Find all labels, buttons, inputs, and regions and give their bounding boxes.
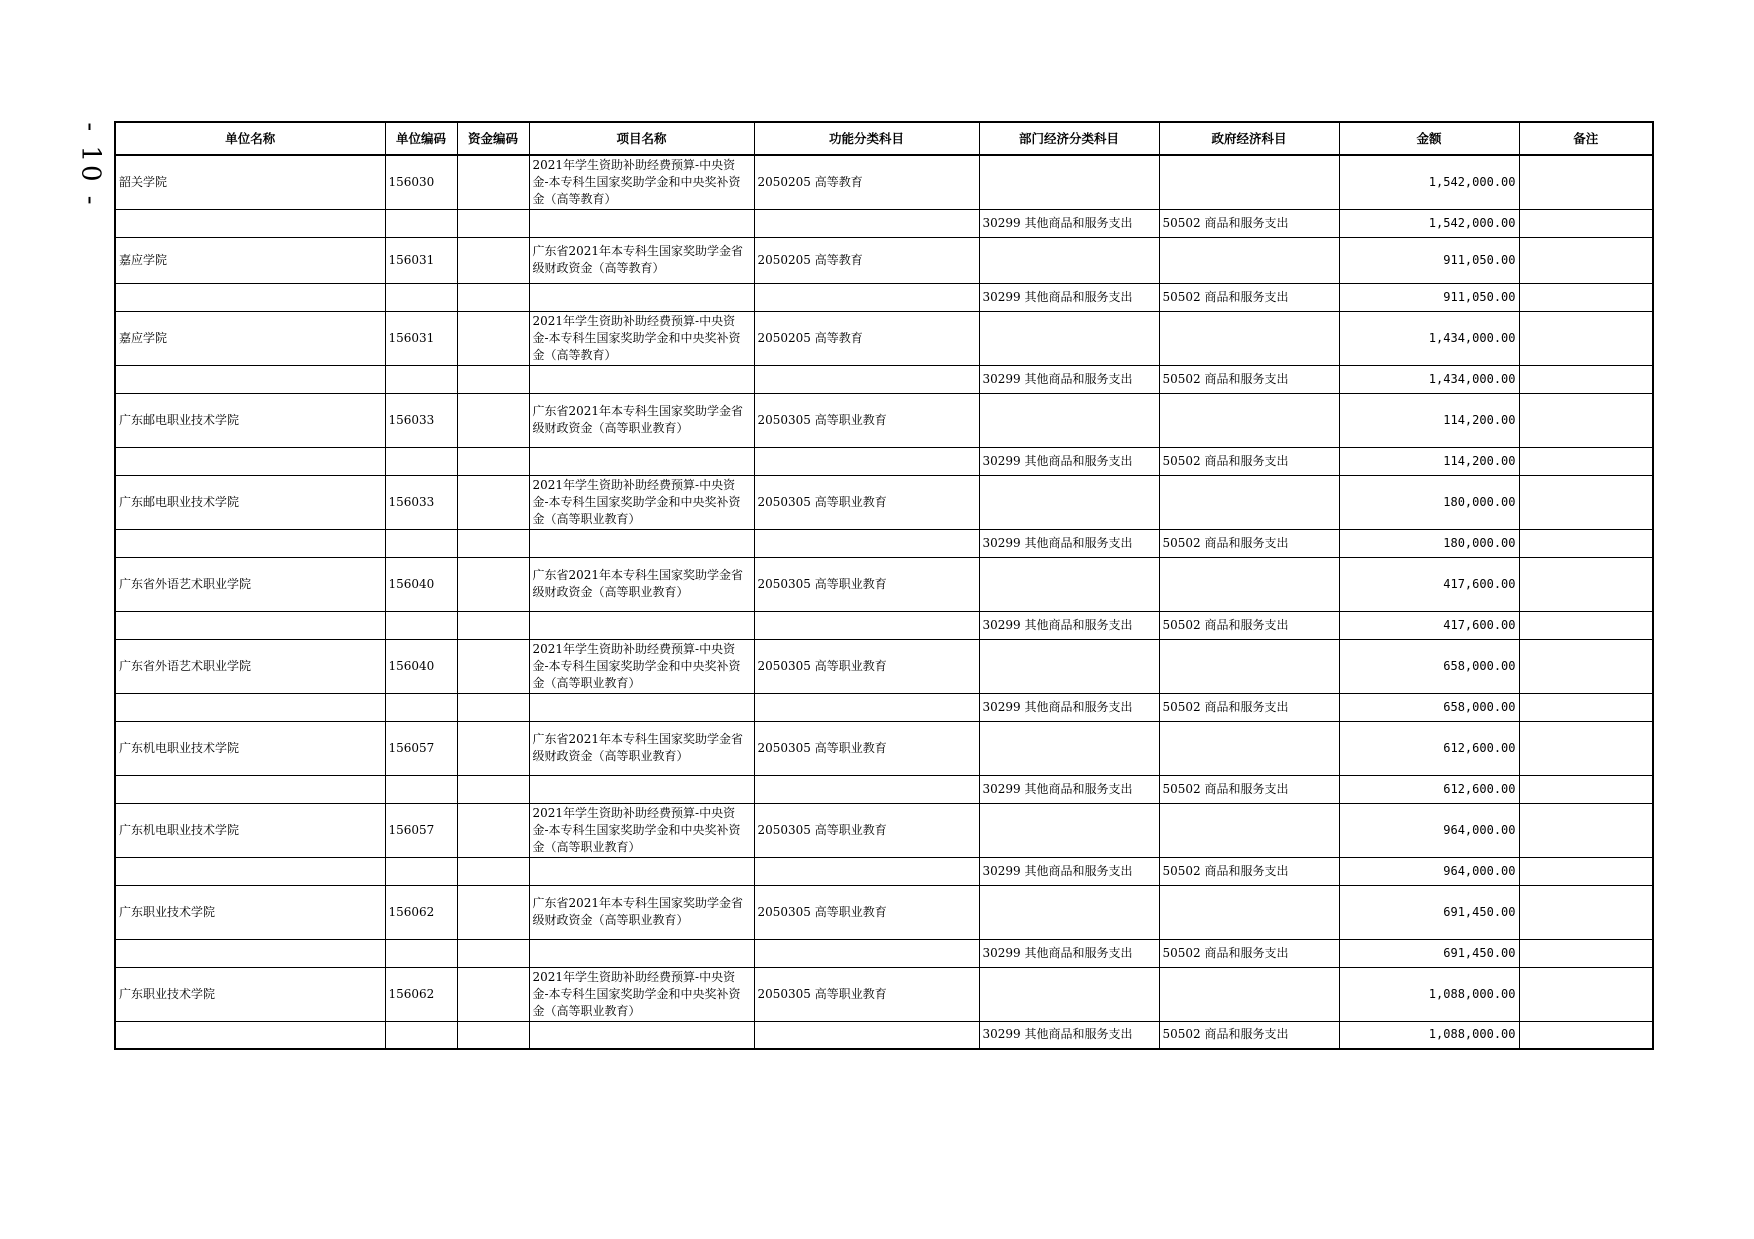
unit-code-cell — [385, 1021, 457, 1049]
table-row — [115, 967, 1653, 1021]
dept-economic-category-cell: 30299 其他商品和服务支出 — [979, 365, 1159, 393]
amount-cell: 691,450.00 — [1339, 939, 1519, 967]
remark-cell — [1519, 529, 1653, 557]
amount-cell: 658,000.00 — [1339, 639, 1519, 693]
header-unit-name: 单位名称 — [115, 122, 385, 155]
header-project-name: 项目名称 — [529, 122, 754, 155]
header-dept-economic-category: 部门经济分类科目 — [979, 122, 1159, 155]
project-name-cell: 2021年学生资助补助经费预算-中央资金-本专科生国家奖助学金和中央奖补资金（高等职业教育） — [529, 639, 754, 693]
dept-economic-category-cell: 30299 其他商品和服务支出 — [979, 283, 1159, 311]
function-category-cell: 2050205 高等教育 — [754, 311, 979, 365]
dept-economic-category-cell: 30299 其他商品和服务支出 — [979, 693, 1159, 721]
function-category-cell: 2050305 高等职业教育 — [754, 639, 979, 693]
remark-cell — [1519, 311, 1653, 365]
table-body — [115, 155, 1653, 1049]
gov-economic-category-cell — [1159, 557, 1339, 611]
unit-name-cell — [115, 447, 385, 475]
dept-economic-category-cell — [979, 475, 1159, 529]
table-row — [115, 885, 1653, 939]
remark-cell — [1519, 721, 1653, 775]
unit-code-cell — [385, 939, 457, 967]
remark-cell — [1519, 209, 1653, 237]
dept-economic-category-cell: 30299 其他商品和服务支出 — [979, 611, 1159, 639]
unit-code-cell — [385, 775, 457, 803]
header-unit-code: 单位编码 — [385, 122, 457, 155]
unit-code-cell: 156040 — [385, 639, 457, 693]
dept-economic-category-cell — [979, 803, 1159, 857]
table-row — [115, 155, 1653, 209]
project-name-cell: 广东省2021年本专科生国家奖助学金省级财政资金（高等职业教育） — [529, 557, 754, 611]
unit-code-cell — [385, 857, 457, 885]
project-name-cell: 2021年学生资助补助经费预算-中央资金-本专科生国家奖助学金和中央奖补资金（高等职业教育） — [529, 475, 754, 529]
remark-cell — [1519, 857, 1653, 885]
amount-cell: 1,542,000.00 — [1339, 155, 1519, 209]
fund-code-cell — [457, 447, 529, 475]
function-category-cell — [754, 209, 979, 237]
remark-cell — [1519, 237, 1653, 283]
page-number-text: - 10 - — [76, 122, 106, 208]
function-category-cell — [754, 283, 979, 311]
unit-name-cell: 广东职业技术学院 — [115, 885, 385, 939]
fund-code-cell — [457, 857, 529, 885]
fund-code-cell — [457, 283, 529, 311]
dept-economic-category-cell — [979, 557, 1159, 611]
project-name-cell — [529, 529, 754, 557]
table-row — [115, 447, 1653, 475]
fund-code-cell — [457, 393, 529, 447]
dept-economic-category-cell — [979, 393, 1159, 447]
fund-code-cell — [457, 365, 529, 393]
amount-cell: 964,000.00 — [1339, 857, 1519, 885]
table-row — [115, 237, 1653, 283]
remark-cell — [1519, 885, 1653, 939]
amount-cell: 114,200.00 — [1339, 447, 1519, 475]
unit-name-cell — [115, 529, 385, 557]
function-category-cell — [754, 447, 979, 475]
unit-code-cell: 156031 — [385, 311, 457, 365]
project-name-cell — [529, 939, 754, 967]
unit-code-cell: 156033 — [385, 393, 457, 447]
remark-cell — [1519, 639, 1653, 693]
gov-economic-category-cell — [1159, 803, 1339, 857]
function-category-cell: 2050305 高等职业教育 — [754, 557, 979, 611]
function-category-cell: 2050205 高等教育 — [754, 155, 979, 209]
table-row — [115, 365, 1653, 393]
remark-cell — [1519, 447, 1653, 475]
project-name-cell — [529, 447, 754, 475]
remark-cell — [1519, 393, 1653, 447]
gov-economic-category-cell: 50502 商品和服务支出 — [1159, 529, 1339, 557]
remark-cell — [1519, 693, 1653, 721]
fund-code-cell — [457, 803, 529, 857]
amount-cell: 691,450.00 — [1339, 885, 1519, 939]
unit-name-cell: 嘉应学院 — [115, 311, 385, 365]
gov-economic-category-cell: 50502 商品和服务支出 — [1159, 775, 1339, 803]
gov-economic-category-cell: 50502 商品和服务支出 — [1159, 1021, 1339, 1049]
table-row — [115, 639, 1653, 693]
amount-cell: 417,600.00 — [1339, 611, 1519, 639]
table-row — [115, 803, 1653, 857]
unit-name-cell: 广东职业技术学院 — [115, 967, 385, 1021]
gov-economic-category-cell — [1159, 721, 1339, 775]
table-row — [115, 475, 1653, 529]
remark-cell — [1519, 803, 1653, 857]
fund-code-cell — [457, 693, 529, 721]
function-category-cell — [754, 775, 979, 803]
project-name-cell: 2021年学生资助补助经费预算-中央资金-本专科生国家奖助学金和中央奖补资金（高等职业教育） — [529, 803, 754, 857]
amount-cell: 180,000.00 — [1339, 529, 1519, 557]
remark-cell — [1519, 365, 1653, 393]
remark-cell — [1519, 283, 1653, 311]
unit-name-cell: 广东省外语艺术职业学院 — [115, 557, 385, 611]
project-name-cell — [529, 693, 754, 721]
unit-code-cell: 156057 — [385, 721, 457, 775]
gov-economic-category-cell: 50502 商品和服务支出 — [1159, 693, 1339, 721]
fund-code-cell — [457, 967, 529, 1021]
project-name-cell — [529, 1021, 754, 1049]
function-category-cell — [754, 529, 979, 557]
amount-cell: 964,000.00 — [1339, 803, 1519, 857]
unit-code-cell — [385, 693, 457, 721]
unit-name-cell: 广东邮电职业技术学院 — [115, 475, 385, 529]
dept-economic-category-cell: 30299 其他商品和服务支出 — [979, 447, 1159, 475]
unit-code-cell — [385, 611, 457, 639]
project-name-cell — [529, 365, 754, 393]
amount-cell: 612,600.00 — [1339, 721, 1519, 775]
project-name-cell: 广东省2021年本专科生国家奖助学金省级财政资金（高等职业教育） — [529, 885, 754, 939]
remark-cell — [1519, 557, 1653, 611]
function-category-cell — [754, 693, 979, 721]
fund-code-cell — [457, 611, 529, 639]
function-category-cell: 2050305 高等职业教育 — [754, 475, 979, 529]
unit-name-cell — [115, 209, 385, 237]
unit-code-cell: 156031 — [385, 237, 457, 283]
function-category-cell: 2050305 高等职业教育 — [754, 885, 979, 939]
unit-name-cell: 广东邮电职业技术学院 — [115, 393, 385, 447]
fund-code-cell — [457, 237, 529, 283]
function-category-cell: 2050305 高等职业教育 — [754, 721, 979, 775]
unit-name-cell: 广东省外语艺术职业学院 — [115, 639, 385, 693]
budget-table — [114, 121, 1654, 1050]
table-row — [115, 311, 1653, 365]
gov-economic-category-cell — [1159, 639, 1339, 693]
dept-economic-category-cell: 30299 其他商品和服务支出 — [979, 775, 1159, 803]
unit-name-cell — [115, 283, 385, 311]
unit-name-cell — [115, 775, 385, 803]
remark-cell — [1519, 775, 1653, 803]
dept-economic-category-cell: 30299 其他商品和服务支出 — [979, 939, 1159, 967]
unit-name-cell — [115, 693, 385, 721]
table-row — [115, 775, 1653, 803]
remark-cell — [1519, 939, 1653, 967]
function-category-cell — [754, 939, 979, 967]
gov-economic-category-cell: 50502 商品和服务支出 — [1159, 857, 1339, 885]
fund-code-cell — [457, 475, 529, 529]
dept-economic-category-cell — [979, 967, 1159, 1021]
unit-code-cell — [385, 209, 457, 237]
remark-cell — [1519, 1021, 1653, 1049]
dept-economic-category-cell: 30299 其他商品和服务支出 — [979, 529, 1159, 557]
unit-code-cell — [385, 529, 457, 557]
amount-cell: 1,088,000.00 — [1339, 967, 1519, 1021]
function-category-cell: 2050305 高等职业教育 — [754, 803, 979, 857]
header-gov-economic-category: 政府经济科目 — [1159, 122, 1339, 155]
gov-economic-category-cell: 50502 商品和服务支出 — [1159, 447, 1339, 475]
page-number — [76, 110, 106, 220]
header-amount: 金额 — [1339, 122, 1519, 155]
remark-cell — [1519, 475, 1653, 529]
table-row — [115, 209, 1653, 237]
project-name-cell: 2021年学生资助补助经费预算-中央资金-本专科生国家奖助学金和中央奖补资金（高等教育） — [529, 155, 754, 209]
function-category-cell: 2050205 高等教育 — [754, 237, 979, 283]
unit-code-cell — [385, 365, 457, 393]
dept-economic-category-cell: 30299 其他商品和服务支出 — [979, 209, 1159, 237]
unit-code-cell: 156040 — [385, 557, 457, 611]
unit-name-cell — [115, 939, 385, 967]
table-header-row — [115, 122, 1653, 155]
table-row — [115, 529, 1653, 557]
header-remark: 备注 — [1519, 122, 1653, 155]
gov-economic-category-cell — [1159, 393, 1339, 447]
amount-cell: 911,050.00 — [1339, 283, 1519, 311]
unit-name-cell: 广东机电职业技术学院 — [115, 721, 385, 775]
amount-cell: 1,434,000.00 — [1339, 365, 1519, 393]
gov-economic-category-cell: 50502 商品和服务支出 — [1159, 283, 1339, 311]
project-name-cell: 广东省2021年本专科生国家奖助学金省级财政资金（高等职业教育） — [529, 393, 754, 447]
gov-economic-category-cell — [1159, 311, 1339, 365]
fund-code-cell — [457, 721, 529, 775]
fund-code-cell — [457, 209, 529, 237]
dept-economic-category-cell — [979, 639, 1159, 693]
project-name-cell — [529, 611, 754, 639]
table-row — [115, 283, 1653, 311]
unit-name-cell — [115, 365, 385, 393]
table-row — [115, 557, 1653, 611]
dept-economic-category-cell: 30299 其他商品和服务支出 — [979, 1021, 1159, 1049]
unit-code-cell: 156033 — [385, 475, 457, 529]
project-name-cell: 广东省2021年本专科生国家奖助学金省级财政资金（高等教育） — [529, 237, 754, 283]
project-name-cell — [529, 775, 754, 803]
table-row — [115, 693, 1653, 721]
unit-code-cell: 156057 — [385, 803, 457, 857]
gov-economic-category-cell — [1159, 885, 1339, 939]
unit-name-cell: 广东机电职业技术学院 — [115, 803, 385, 857]
unit-name-cell: 韶关学院 — [115, 155, 385, 209]
table-row — [115, 857, 1653, 885]
fund-code-cell — [457, 155, 529, 209]
project-name-cell — [529, 283, 754, 311]
unit-name-cell — [115, 857, 385, 885]
fund-code-cell — [457, 939, 529, 967]
project-name-cell: 2021年学生资助补助经费预算-中央资金-本专科生国家奖助学金和中央奖补资金（高等教育） — [529, 311, 754, 365]
gov-economic-category-cell — [1159, 967, 1339, 1021]
amount-cell: 658,000.00 — [1339, 693, 1519, 721]
fund-code-cell — [457, 1021, 529, 1049]
table-row — [115, 611, 1653, 639]
unit-code-cell: 156062 — [385, 885, 457, 939]
header-function-category: 功能分类科目 — [754, 122, 979, 155]
gov-economic-category-cell: 50502 商品和服务支出 — [1159, 939, 1339, 967]
remark-cell — [1519, 611, 1653, 639]
remark-cell — [1519, 155, 1653, 209]
amount-cell: 180,000.00 — [1339, 475, 1519, 529]
header-fund-code: 资金编码 — [457, 122, 529, 155]
amount-cell: 1,088,000.00 — [1339, 1021, 1519, 1049]
dept-economic-category-cell — [979, 237, 1159, 283]
project-name-cell — [529, 209, 754, 237]
amount-cell: 1,542,000.00 — [1339, 209, 1519, 237]
function-category-cell — [754, 611, 979, 639]
unit-code-cell: 156062 — [385, 967, 457, 1021]
gov-economic-category-cell: 50502 商品和服务支出 — [1159, 365, 1339, 393]
amount-cell: 911,050.00 — [1339, 237, 1519, 283]
fund-code-cell — [457, 639, 529, 693]
dept-economic-category-cell — [979, 311, 1159, 365]
fund-code-cell — [457, 775, 529, 803]
amount-cell: 417,600.00 — [1339, 557, 1519, 611]
fund-code-cell — [457, 557, 529, 611]
project-name-cell: 广东省2021年本专科生国家奖助学金省级财政资金（高等职业教育） — [529, 721, 754, 775]
amount-cell: 612,600.00 — [1339, 775, 1519, 803]
gov-economic-category-cell — [1159, 475, 1339, 529]
dept-economic-category-cell — [979, 721, 1159, 775]
gov-economic-category-cell: 50502 商品和服务支出 — [1159, 209, 1339, 237]
table-row — [115, 721, 1653, 775]
amount-cell: 1,434,000.00 — [1339, 311, 1519, 365]
unit-name-cell — [115, 611, 385, 639]
remark-cell — [1519, 967, 1653, 1021]
unit-name-cell — [115, 1021, 385, 1049]
fund-code-cell — [457, 885, 529, 939]
function-category-cell: 2050305 高等职业教育 — [754, 393, 979, 447]
unit-code-cell — [385, 283, 457, 311]
dept-economic-category-cell — [979, 155, 1159, 209]
function-category-cell: 2050305 高等职业教育 — [754, 967, 979, 1021]
unit-code-cell: 156030 — [385, 155, 457, 209]
function-category-cell — [754, 1021, 979, 1049]
table-row — [115, 1021, 1653, 1049]
fund-code-cell — [457, 311, 529, 365]
unit-code-cell — [385, 447, 457, 475]
dept-economic-category-cell — [979, 885, 1159, 939]
gov-economic-category-cell — [1159, 155, 1339, 209]
unit-name-cell: 嘉应学院 — [115, 237, 385, 283]
function-category-cell — [754, 365, 979, 393]
project-name-cell: 2021年学生资助补助经费预算-中央资金-本专科生国家奖助学金和中央奖补资金（高等职业教育） — [529, 967, 754, 1021]
table-row — [115, 393, 1653, 447]
gov-economic-category-cell — [1159, 237, 1339, 283]
table-row — [115, 939, 1653, 967]
fund-code-cell — [457, 529, 529, 557]
dept-economic-category-cell: 30299 其他商品和服务支出 — [979, 857, 1159, 885]
amount-cell: 114,200.00 — [1339, 393, 1519, 447]
function-category-cell — [754, 857, 979, 885]
project-name-cell — [529, 857, 754, 885]
gov-economic-category-cell: 50502 商品和服务支出 — [1159, 611, 1339, 639]
